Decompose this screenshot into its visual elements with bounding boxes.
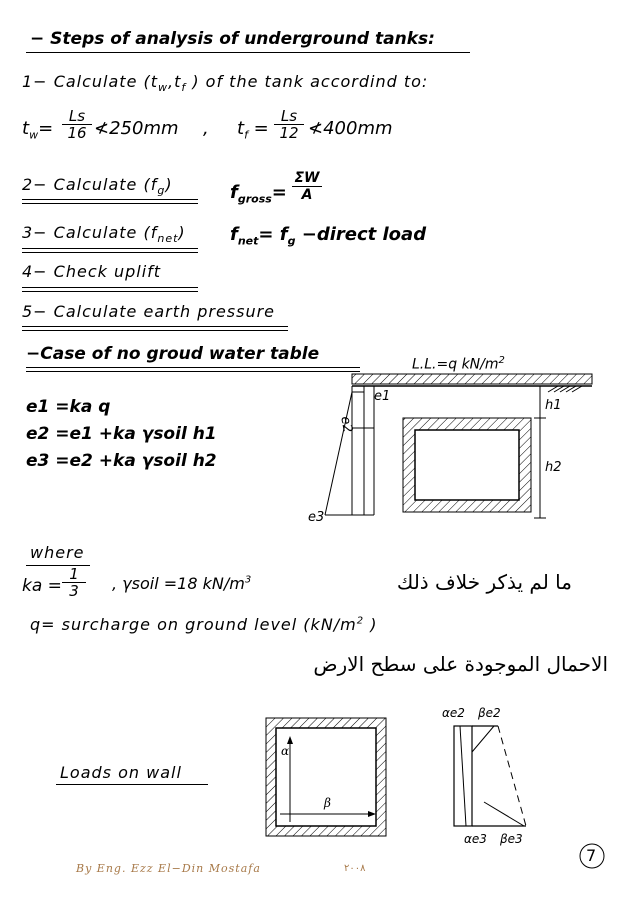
case-title: −Case of no groud water table [26, 344, 320, 364]
formula-tw-lhs: $t_w=$ [22, 118, 54, 142]
surcharge-line: q= surcharge on ground level ($kN/m^2$ ) [30, 615, 378, 634]
live-load-label: L.L.=q $kN/m^2$ [412, 355, 505, 373]
equation-e1: e1 =ka q [26, 397, 111, 417]
ground-surface [352, 374, 592, 386]
formula-tw-denominator: 16 [67, 124, 87, 142]
label-e2: e2 [337, 415, 355, 434]
loads-on-wall-label: Loads on wall [60, 763, 182, 782]
page-title: − Steps of analysis of underground tanks: [30, 29, 435, 49]
footer-author: By Eng. Ezz El−Din Mostafa [76, 862, 261, 875]
where-label: where [30, 543, 85, 562]
gamma-soil: , γsoil =18 $kN/m^3$ [112, 574, 252, 593]
page-number: 7 [586, 846, 597, 865]
wall-load-box [266, 718, 386, 836]
ka-fraction [62, 566, 86, 599]
alpha-label: α [281, 744, 290, 758]
equation-e3: e3 =e2 +ka γsoil h2 [26, 451, 217, 471]
step-1-tail: ) of the tank accordind to: [192, 72, 429, 91]
loads-underline [56, 784, 208, 785]
step-3: 3− Calculate $(f_{net})$ [22, 223, 186, 246]
step-2-formula-denominator: A [301, 187, 313, 203]
formula-tf-numerator: Ls [274, 108, 304, 125]
step-1-comma: ,t [168, 72, 182, 91]
arabic-loads: الاحمال الموجودة على سطح الارض [313, 652, 608, 676]
step-5: 5− Calculate earth pressure [22, 302, 276, 321]
footer-year: ٢٠٠٨ [344, 863, 366, 874]
ka-lhs: ka = [22, 576, 62, 596]
label-alpha-e2: αe2 [442, 706, 465, 720]
wall-pressure-diagram [454, 726, 526, 826]
label-e1: e1 [374, 389, 391, 404]
label-alpha-e3: αe3 [464, 832, 487, 846]
step-1-number: 1− [22, 72, 48, 91]
label-beta-e3: βe3 [500, 832, 523, 846]
formula-tf-limit: ≮400mm [308, 118, 393, 139]
step-1-text: Calculate (t [53, 72, 159, 91]
label-beta-e2: βe2 [478, 706, 501, 720]
arabic-note: ما لم يذكر خلاف ذلك [396, 570, 572, 594]
formula-tw-limit: ≮250mm [94, 118, 179, 139]
ka-denominator: 3 [69, 582, 79, 600]
step-4: 4− Check uplift [22, 262, 162, 281]
step-2-formula-lhs: $f_{gross}=$ [230, 182, 287, 206]
step-1-sub-f: f [181, 81, 187, 95]
beta-label: β [324, 796, 331, 810]
equation-e2: e2 =e1 +ka γsoil h1 [26, 424, 217, 444]
label-h2: h2 [545, 460, 562, 475]
ka-numerator: 1 [62, 566, 86, 583]
formula-tf-denominator: 12 [279, 124, 299, 142]
step-2: 2− Calculate $(f_g)$ [22, 175, 173, 198]
step-2-formula-numerator: ΣW [292, 170, 322, 187]
label-h1: h1 [545, 398, 562, 413]
formula-tf-lhs: $t_f$ = [237, 118, 269, 142]
tank-section [403, 418, 531, 512]
formula-separator: , [203, 118, 209, 139]
step-1-sub-w: w [158, 81, 169, 95]
step-3-formula: $f_{net}= f_g$ −direct load [230, 224, 427, 248]
label-e3: e3 [308, 510, 325, 525]
formula-tw-numerator: Ls [62, 108, 92, 125]
earth-pressure-diagram [325, 386, 374, 515]
